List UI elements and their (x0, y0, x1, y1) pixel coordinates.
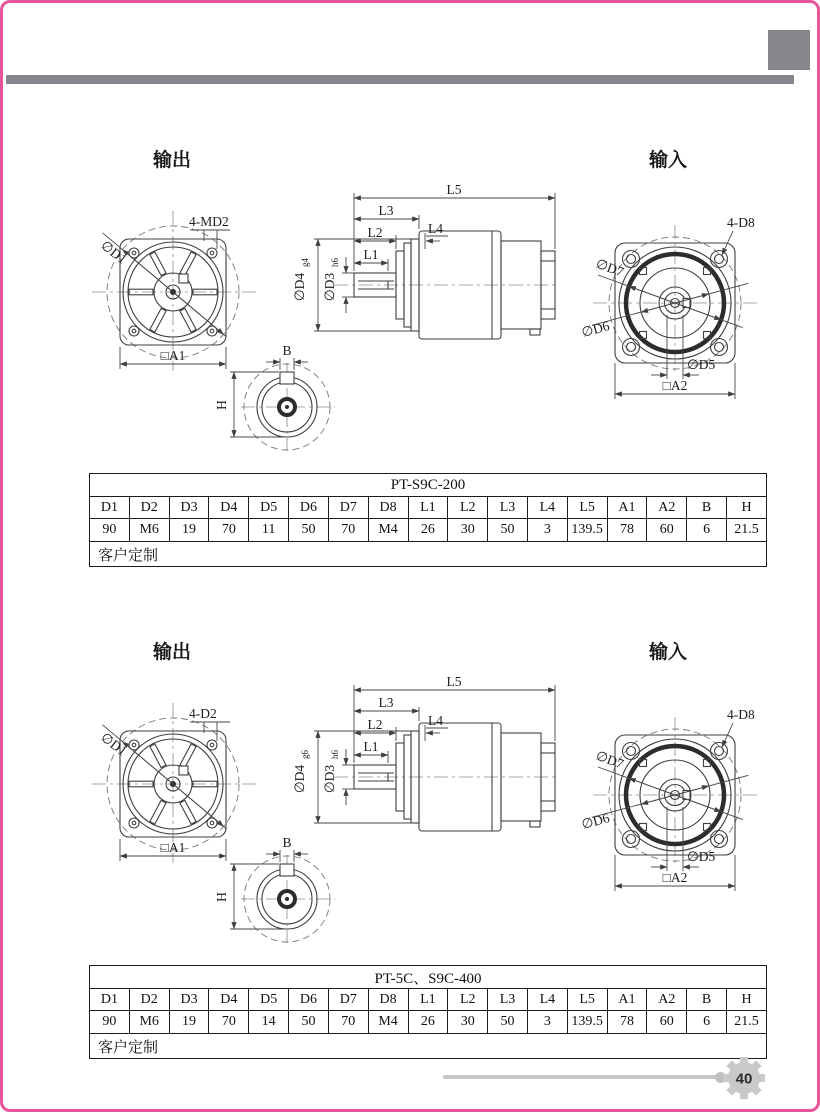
header-square (768, 30, 810, 70)
column-header: L2 (448, 989, 488, 1011)
d5-label: ∅D5 (687, 849, 716, 864)
value-cell: 90 (90, 1011, 130, 1034)
input-label: 输入 (649, 150, 688, 171)
column-header: D6 (289, 497, 329, 519)
l4-label: L4 (428, 713, 443, 728)
input-view-geometry (593, 717, 757, 867)
d5-dimension (651, 807, 716, 871)
a2-label: □A2 (662, 378, 688, 393)
l2-label: L2 (367, 717, 383, 732)
table-title: PT-S9C-200 (90, 474, 767, 497)
input-label: 输入 (649, 642, 688, 663)
column-header: L1 (408, 497, 448, 519)
column-header: A2 (647, 989, 687, 1011)
column-header: L5 (567, 989, 607, 1011)
shaft-end-view-drawing (215, 345, 355, 460)
column-header: H (727, 497, 767, 519)
d1-label: ∅D1 (98, 237, 130, 267)
h-dimension (214, 372, 287, 437)
input-view-drawing (565, 203, 805, 403)
l2-label: L2 (367, 225, 383, 240)
value-cell: 19 (169, 1011, 209, 1034)
d3-tolerance-label: h6 (330, 258, 340, 267)
table-note-row (90, 542, 767, 567)
table-value-row (90, 1011, 767, 1034)
column-header: H (727, 989, 767, 1011)
h-label: H (214, 892, 229, 902)
value-cell: M6 (129, 1011, 169, 1034)
length-dimensions (354, 182, 555, 271)
column-header: D2 (129, 497, 169, 519)
side-view-drawing (288, 667, 558, 847)
table-note: 客户定制 (90, 542, 767, 567)
input-holes-label: 4-D8 (727, 707, 755, 722)
column-header: L5 (567, 497, 607, 519)
d6-label: ∅D6 (579, 810, 612, 832)
input-holes-dimension (722, 707, 755, 747)
column-header: D7 (328, 989, 368, 1011)
front-holes-dimension (189, 706, 230, 741)
input-holes-label: 4-D8 (727, 215, 755, 230)
section-2 (3, 625, 820, 1112)
value-cell: 78 (607, 519, 647, 542)
table-value-row (90, 519, 767, 542)
table-title-row (90, 474, 767, 497)
length-dimensions (354, 674, 555, 763)
value-cell: 26 (408, 519, 448, 542)
value-cell: 30 (448, 1011, 488, 1034)
value-cell: 90 (90, 519, 130, 542)
value-cell: M6 (129, 519, 169, 542)
d3-tolerance-label: h6 (330, 750, 340, 759)
d4-label: ∅D4 (292, 764, 307, 794)
input-holes-dimension (722, 215, 755, 255)
column-header: A2 (647, 497, 687, 519)
value-cell: 70 (209, 1011, 249, 1034)
input-view-drawing (565, 695, 805, 895)
footer-line (443, 1075, 719, 1079)
a2-label: □A2 (662, 870, 688, 885)
d5-dimension (651, 315, 716, 379)
d7-label: ∅D7 (593, 747, 626, 772)
column-header: L1 (408, 989, 448, 1011)
d1-label: ∅D1 (98, 729, 130, 759)
l4-label: L4 (428, 221, 443, 236)
value-cell: 60 (647, 1011, 687, 1034)
l5-label: L5 (446, 674, 462, 689)
l3-label: L3 (378, 203, 394, 218)
column-header: D2 (129, 989, 169, 1011)
value-cell: 11 (249, 519, 289, 542)
shaft-end-view-drawing (215, 837, 355, 952)
column-header: L3 (488, 989, 528, 1011)
d4-label: ∅D4 (292, 272, 307, 302)
column-header: B (687, 497, 727, 519)
shaft-end-geometry (241, 363, 335, 451)
value-cell: M4 (368, 519, 408, 542)
column-header: L2 (448, 497, 488, 519)
value-cell: 30 (448, 519, 488, 542)
value-cell: 50 (289, 1011, 329, 1034)
value-cell: 139.5 (567, 1011, 607, 1034)
dimension-table (89, 473, 767, 567)
l1-label: L1 (363, 247, 379, 262)
value-cell: 14 (249, 1011, 289, 1034)
column-header: D8 (368, 989, 408, 1011)
table-header-row (90, 989, 767, 1011)
value-cell: M4 (368, 1011, 408, 1034)
column-header: A1 (607, 989, 647, 1011)
column-header: D3 (169, 989, 209, 1011)
column-header: D4 (209, 497, 249, 519)
output-label: 输出 (153, 642, 192, 663)
column-header: L4 (527, 989, 567, 1011)
value-cell: 70 (209, 519, 249, 542)
h-label: H (214, 400, 229, 410)
column-header: L4 (527, 497, 567, 519)
value-cell: 6 (687, 519, 727, 542)
page-number: 40 (735, 1070, 753, 1088)
b-label: B (282, 835, 292, 850)
front-holes-label: 4-MD2 (189, 214, 229, 229)
value-cell: 50 (488, 519, 528, 542)
h-dimension (214, 864, 287, 929)
d5-label: ∅D5 (687, 357, 716, 372)
d4-tolerance-label: g6 (300, 750, 310, 759)
value-cell: 70 (328, 1011, 368, 1034)
l5-label: L5 (446, 182, 462, 197)
value-cell: 70 (328, 519, 368, 542)
value-cell: 21.5 (727, 519, 767, 542)
output-label: 输出 (153, 150, 192, 171)
front-holes-label: 4-D2 (189, 706, 217, 721)
column-header: A1 (607, 497, 647, 519)
l1-label: L1 (363, 739, 379, 754)
column-header: D5 (249, 989, 289, 1011)
value-cell: 26 (408, 1011, 448, 1034)
front-holes-dimension (189, 214, 230, 249)
side-view-drawing (288, 175, 558, 355)
d3-label: ∅D3 (322, 272, 337, 302)
column-header: D3 (169, 497, 209, 519)
value-cell: 19 (169, 519, 209, 542)
table-header-row (90, 497, 767, 519)
d4-tolerance-label: g4 (300, 258, 310, 267)
value-cell: 78 (607, 1011, 647, 1034)
value-cell: 3 (527, 519, 567, 542)
column-header: L3 (488, 497, 528, 519)
header-bar (6, 75, 794, 84)
value-cell: 50 (289, 519, 329, 542)
d3-label: ∅D3 (322, 764, 337, 794)
value-cell: 6 (687, 1011, 727, 1034)
l3-label: L3 (378, 695, 394, 710)
dimension-table (89, 965, 767, 1059)
d7-label: ∅D7 (593, 255, 626, 280)
gear-icon (723, 1057, 765, 1099)
column-header: D1 (90, 989, 130, 1011)
value-cell: 60 (647, 519, 687, 542)
column-header: D8 (368, 497, 408, 519)
column-header: D4 (209, 989, 249, 1011)
section-1 (3, 133, 820, 625)
d6-label: ∅D6 (579, 318, 612, 340)
column-header: D1 (90, 497, 130, 519)
value-cell: 50 (488, 1011, 528, 1034)
table-title: PT-5C、S9C-400 (90, 966, 767, 989)
table-note: 客户定制 (90, 1034, 767, 1059)
a1-label: □A1 (160, 840, 186, 855)
value-cell: 3 (527, 1011, 567, 1034)
a1-label: □A1 (160, 348, 186, 363)
input-view-geometry (593, 225, 757, 375)
column-header: D7 (328, 497, 368, 519)
column-header: D6 (289, 989, 329, 1011)
value-cell: 139.5 (567, 519, 607, 542)
table-title-row (90, 966, 767, 989)
shaft-end-geometry (241, 855, 335, 943)
table-note-row (90, 1034, 767, 1059)
column-header: B (687, 989, 727, 1011)
page-number-badge (721, 1055, 767, 1101)
column-header: D5 (249, 497, 289, 519)
value-cell: 21.5 (727, 1011, 767, 1034)
b-label: B (282, 343, 292, 358)
